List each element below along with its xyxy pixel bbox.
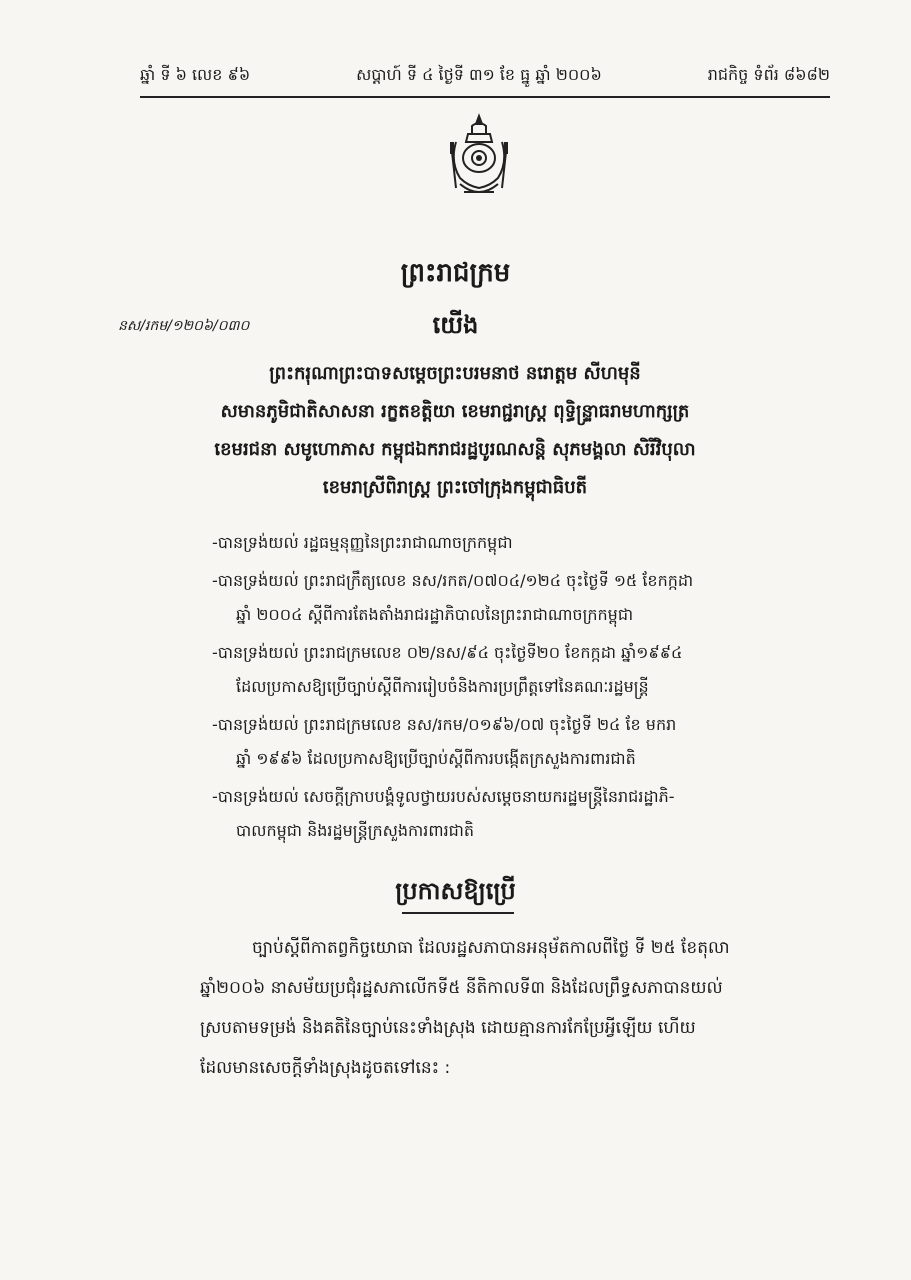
document-title: ព្រះរាជក្រម <box>400 258 511 288</box>
header-page: រាជកិច្ច ទំព័រ ៨៦៨២ <box>707 65 830 84</box>
body-line: ឆ្នាំ២០០៦ នាសម័យប្រជុំរដ្ឋសភាលើកទី៥ នីតិកាលទី៣ និងដែលព្រឹទ្ធសភាបានយល់ <box>200 978 723 998</box>
body-line: ស្របតាមទម្រង់ និងគតិនៃច្បាប់នេះទាំងស្រុង ដោយគ្មានការកែប្រែអ្វីឡើយ ហើយ <box>200 1018 696 1038</box>
king-title-line: ខេមរាស្រីពិរាស្ត្រ ព្រះចៅក្រុងកម្ពុជាធិបតី <box>322 477 588 498</box>
royal-emblem-icon <box>446 112 512 204</box>
king-title-line: ព្រះករុណាព្រះបាទសម្តេចព្រះបរមនាថ នរោត្តម សីហមុនី <box>269 363 641 384</box>
gazette-header <box>140 64 830 88</box>
consideration-line: -បានទ្រង់យល់ ព្រះរាជក្រមលេខ នស/រកម/០១៩៦/០៧ ចុះថ្ងៃទី ២៤ ខែ មករា <box>212 715 677 734</box>
consideration-item <box>212 708 842 776</box>
header-divider <box>140 96 830 98</box>
consideration-item <box>212 636 842 704</box>
king-titles <box>150 355 760 507</box>
consideration-line: ឆ្នាំ ១៩៩៦ ដែលប្រកាសឱ្យប្រើច្បាប់ស្តីពីការបង្កើតក្រសួងការពារជាតិ <box>236 749 636 768</box>
consideration-line: -បានទ្រង់យល់ ព្រះរាជក្រមលេខ ០២/នស/៩៤ ចុះថ្ងៃទី២០ ខែកក្កដា ឆ្នាំ១៩៩៤ <box>212 643 683 662</box>
consideration-item <box>212 526 842 560</box>
consideration-line: -បានទ្រង់យល់ ព្រះរាជក្រឹត្យលេខ នស/រកត/០៧០៤/១២៤ ចុះថ្ងៃទី ១៥ ខែកក្កដា <box>212 571 694 590</box>
promulgate-heading: ប្រកាសឱ្យប្រើ <box>395 877 516 905</box>
body-line: ដែលមានសេចក្តីទាំងស្រុងដូចតទៅនេះ : <box>200 1058 451 1078</box>
body-line: ច្បាប់ស្តីពីកាតព្វកិច្ចយោធា ដែលរដ្ឋសភាបានអនុម័តកាលពីថ្ងៃ ទី ២៥ ខែតុលា <box>252 938 730 958</box>
considerations-list <box>212 526 842 852</box>
consideration-line: បាលកម្ពុជា និងរដ្ឋមន្ត្រីក្រសួងការពារជាតិ <box>236 821 475 840</box>
consideration-line: ឆ្នាំ ២០០៤ ស្តីពីការតែងតាំងរាជរដ្ឋាភិបាលនៃព្រះរាជាណាចក្រកម្ពុជា <box>236 605 634 624</box>
title-we: យើង <box>432 311 479 339</box>
consideration-line: -បានទ្រង់យល់ សេចក្តីក្រាបបង្គំទូលថ្វាយរបស់សម្តេចនាយករដ្ឋមន្ត្រីនៃរាជរដ្ឋាភិ- <box>212 787 675 806</box>
consideration-line: ដែលប្រកាសឱ្យប្រើច្បាប់ស្តីពីការរៀបចំនិងការប្រព្រឹត្តទៅនៃគណៈរដ្ឋមន្ត្រី <box>236 677 649 696</box>
header-date: សប្ដាហ៍ ទី ៤ ថ្ងៃទី ៣១ ខែ ធ្នូ ឆ្នាំ ២០០៦ <box>356 65 602 84</box>
consideration-item <box>212 564 842 632</box>
body-paragraph <box>200 928 830 1088</box>
king-title-line: ខេមរជនា សមូហោភាស កម្ពុជឯករាជរដ្ឋបូរណសន្តិ សុភមង្គលា សិរីវិបុលា <box>214 439 696 460</box>
decree-number: នស/រកម/១២០៦/០៣០ <box>118 318 250 334</box>
promulgate-underline <box>402 912 514 914</box>
consideration-line: -បានទ្រង់យល់ រដ្ឋធម្មនុញ្ញនៃព្រះរាជាណាចក្រកម្ពុជា <box>212 533 513 552</box>
header-year-issue: ឆ្នាំ ទី ៦ លេខ ៩៦ <box>140 65 251 84</box>
consideration-item <box>212 780 842 848</box>
king-title-line: សមានភូមិជាតិសាសនា រក្ខតខត្តិយា ខេមរាជ្ជរាស្ត្រ ពុទ្ធិន្ទ្រាធរាមហាក្សត្រ <box>220 401 690 422</box>
